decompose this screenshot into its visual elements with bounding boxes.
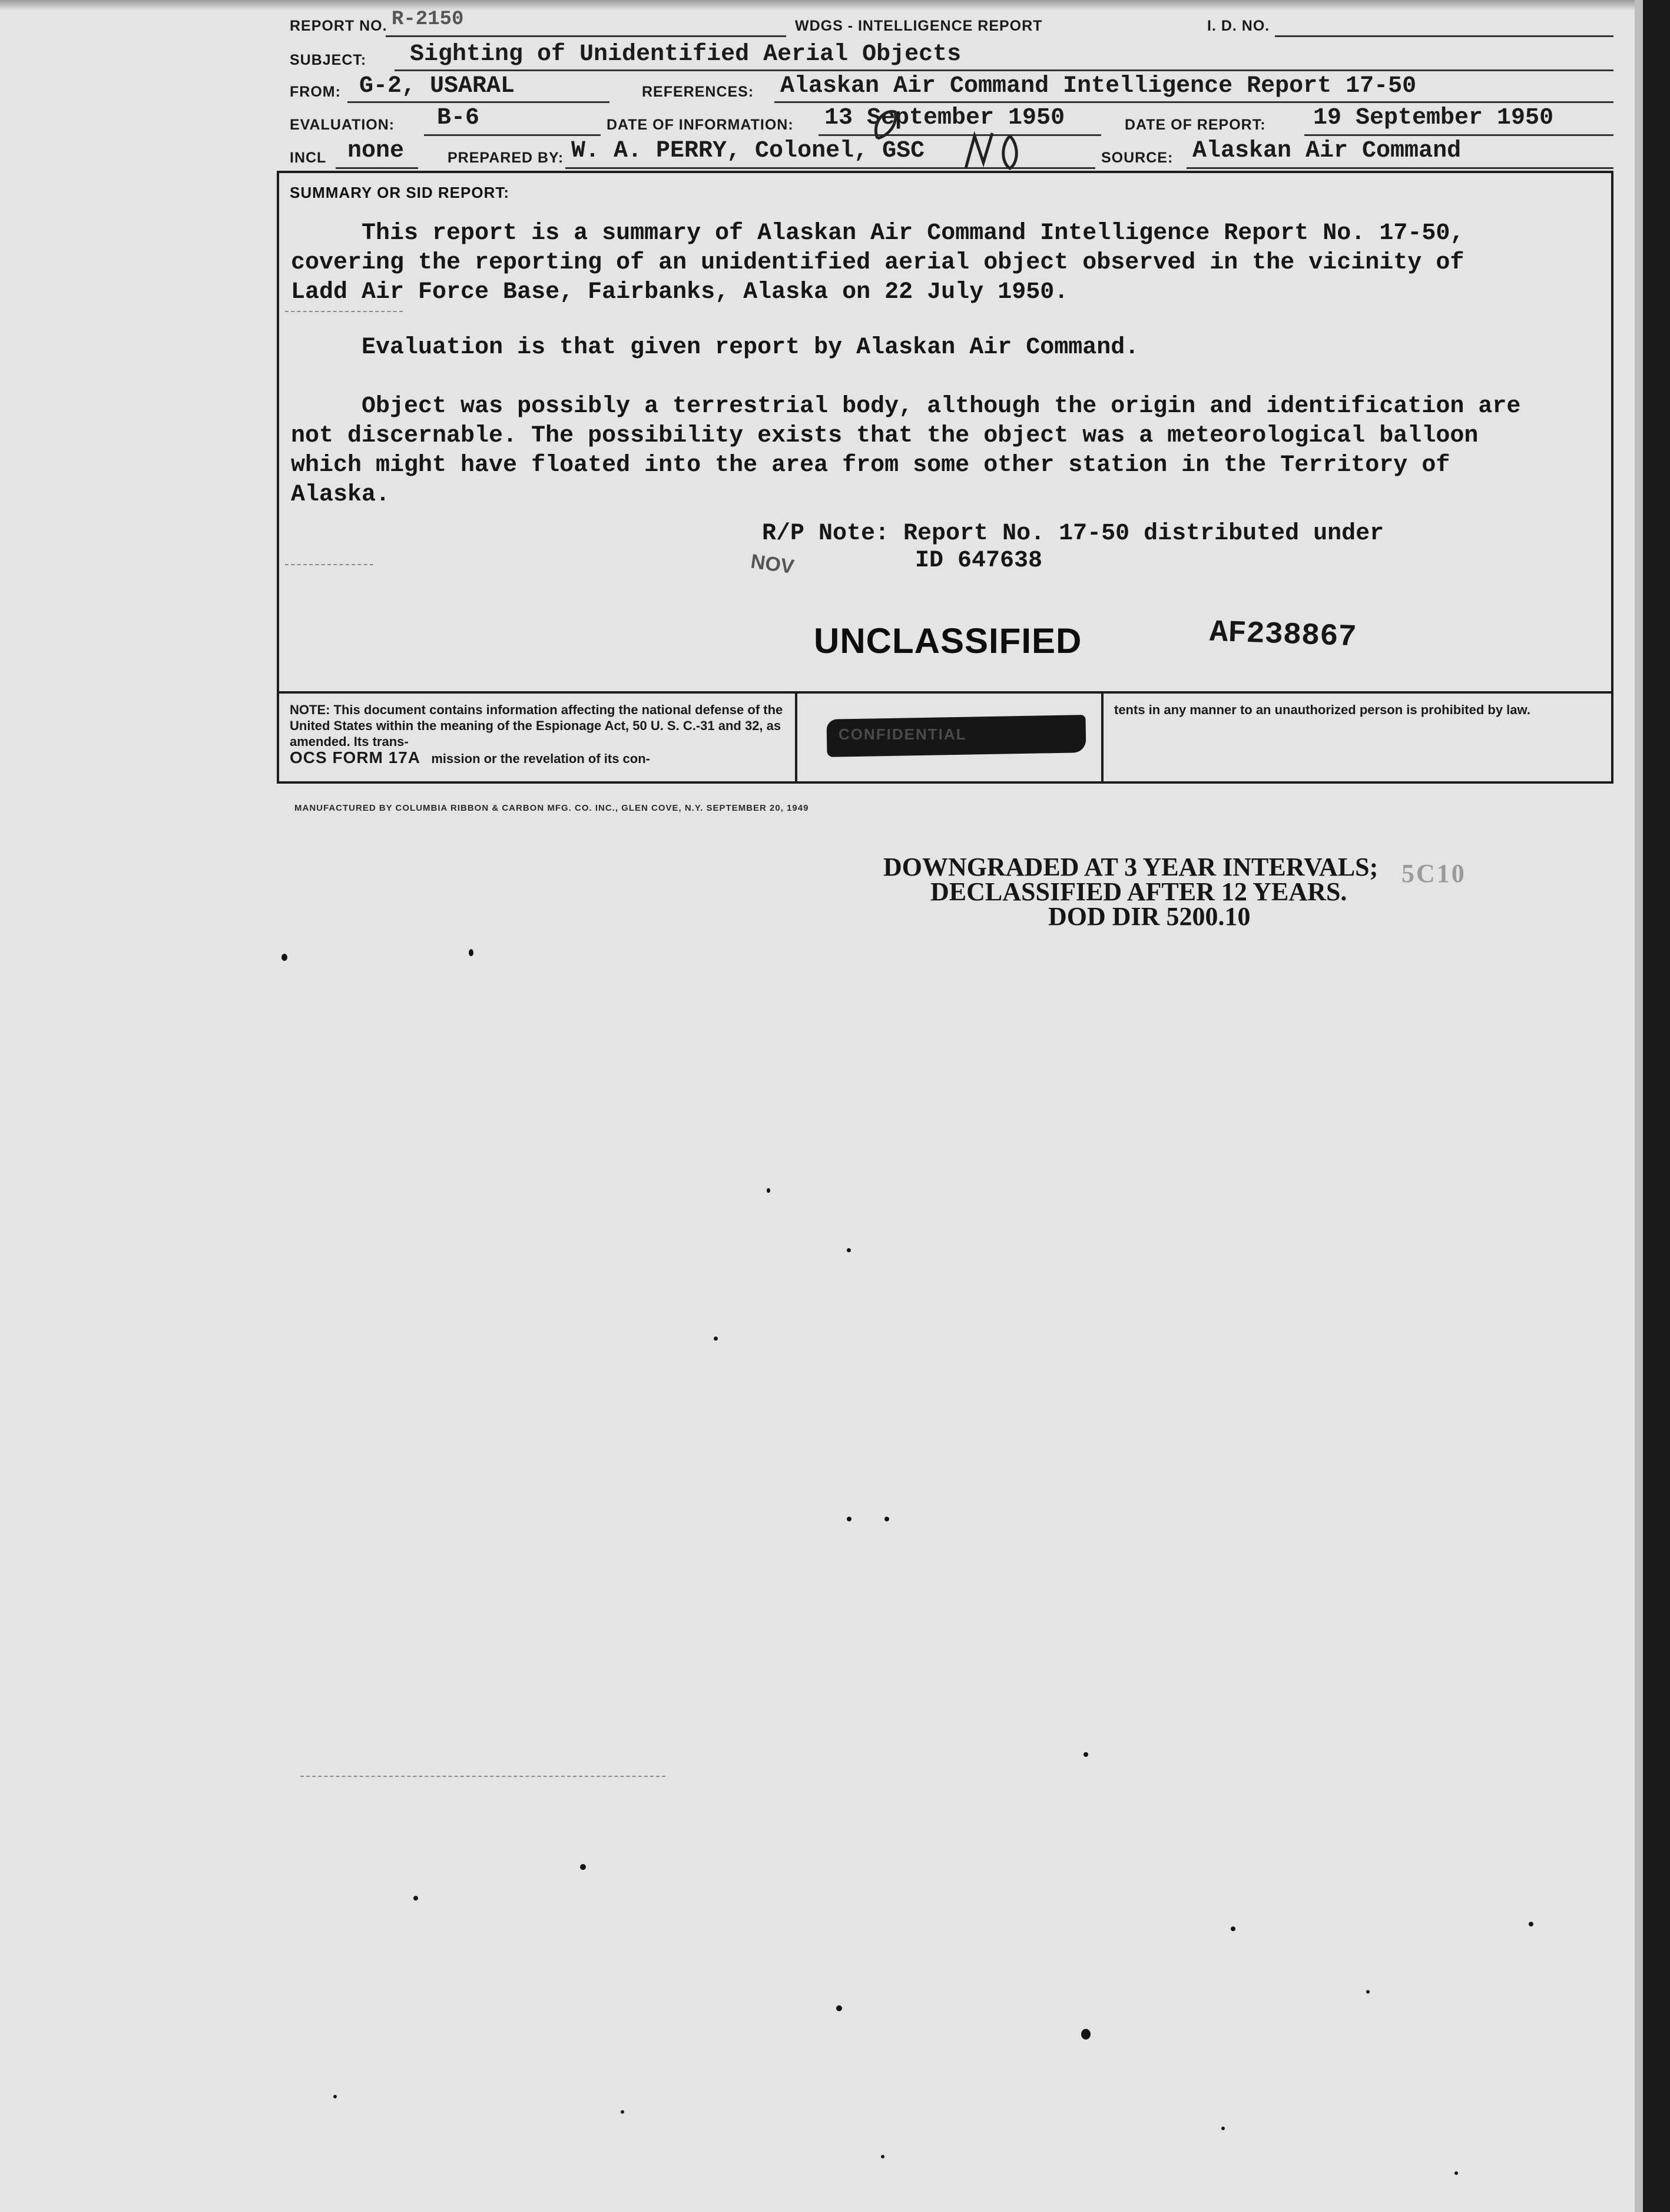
handwritten-initials [960, 127, 1031, 174]
speck [621, 2110, 624, 2114]
speck [1231, 1926, 1235, 1931]
id-no-underline [1275, 35, 1613, 37]
stamp-nov: NOV [749, 550, 796, 579]
speck [281, 954, 287, 961]
security-note-box [277, 694, 1613, 784]
summary-para3-line4: Alaska. [291, 482, 390, 508]
subject-value: Sighting of Unidentified Aerial Objects [410, 41, 962, 68]
subject-underline [395, 69, 1613, 71]
report-no-underline [386, 35, 786, 37]
security-note-tail: mission or the revelation of its con- [431, 751, 650, 766]
scan-edge [1643, 0, 1670, 2212]
source-value: Alaskan Air Command [1192, 138, 1462, 164]
summary-para3-line3: which might have floated into the area from some other station in the Territory of [291, 452, 1450, 479]
evaluation-underline [424, 134, 601, 136]
security-note-right: tents in any manner to an unauthorized person is prohibited by law. [1114, 702, 1530, 717]
date-report-label: DATE OF REPORT: [1125, 117, 1266, 133]
declass-line1: DOWNGRADED AT 3 YEAR INTERVALS; [883, 853, 1379, 881]
manufacturer-imprint: MANUFACTURED BY COLUMBIA RIBBON & CARBON MFG. CO. INC., GLEN COVE, N.Y. SEPTEMBER 20, 1949 [294, 803, 809, 813]
distribution-note-line2: ID 647638 [915, 548, 1043, 574]
scan-edge-light [1635, 0, 1643, 2212]
speck [1366, 1990, 1370, 1994]
references-label: REFERENCES: [642, 84, 754, 100]
security-note-text: NOTE: This document contains information affecting the national defense of the United States within the meaning of the Espionage Act, 50 U. S. C.-31 and 32, as amended. Its trans- [290, 702, 783, 749]
declass-code: 5C10 [1401, 859, 1466, 888]
summary-para1-line2: covering the reporting of an unidentified aerial object observed in the vicinity of [291, 250, 1464, 276]
scan-streak [300, 1776, 665, 1777]
speck [333, 2095, 337, 2098]
prepared-label: PREPARED BY: [448, 150, 564, 166]
summary-title: SUMMARY OR SID REPORT: [290, 184, 510, 201]
form-title: WDGS - INTELLIGENCE REPORT [795, 18, 1043, 34]
declass-line2: DECLASSIFIED AFTER 12 YEARS. [930, 877, 1347, 906]
speck [881, 2155, 884, 2158]
source-underline [1187, 167, 1613, 169]
from-label: FROM: [290, 84, 341, 100]
id-no-label: I. D. NO. [1207, 18, 1270, 34]
summary-para3-line1: Object was possibly a terrestrial body, although the origin and identification are [291, 393, 1521, 420]
from-value: G-2, USARAL [359, 73, 515, 100]
form-id: OCS FORM 17A [290, 748, 421, 767]
summary-para1-line3: Ladd Air Force Base, Fairbanks, Alaska on 22 July 1950. [291, 279, 1069, 306]
speck [836, 2005, 842, 2011]
summary-para1-line1: This report is a summary of Alaskan Air Command Intelligence Report No. 17-50, [291, 220, 1464, 247]
scan-mark-2 [285, 564, 373, 565]
evaluation-value: B-6 [437, 105, 480, 131]
declass-line3: DOD DIR 5200.10 [1048, 902, 1251, 931]
report-no-label: REPORT NO. [290, 18, 387, 34]
af-number: AF238867 [1209, 615, 1357, 655]
summary-para2: Evaluation is that given report by Alaskan Air Command. [291, 334, 1139, 361]
date-info-label: DATE OF INFORMATION: [607, 117, 794, 133]
speck [847, 1517, 851, 1521]
speck [884, 1517, 889, 1521]
prepared-value: W. A. PERRY, Colonel, GSC [571, 138, 925, 164]
security-note-left [279, 694, 797, 781]
speck [413, 1896, 418, 1901]
speck [1454, 2171, 1458, 2175]
incl-underline [336, 167, 418, 169]
incl-label: INCL [290, 150, 327, 166]
unclassified-stamp: UNCLASSIFIED [814, 621, 1082, 661]
date-info-value: 13 September 1950 [824, 105, 1065, 131]
redacted-classification [797, 694, 1104, 781]
speck [1081, 2029, 1091, 2039]
summary-section [277, 171, 1613, 694]
redacted-stamp-text: CONFIDENTIAL [839, 725, 967, 743]
from-underline [347, 101, 609, 103]
references-value: Alaskan Air Command Intelligence Report 17-50 [780, 73, 1417, 100]
handwritten-mark [866, 106, 901, 141]
report-no-value: R-2150 [392, 8, 464, 31]
speck [1083, 1752, 1088, 1757]
scan-top-shadow [0, 0, 1643, 11]
speck [580, 1864, 586, 1870]
date-report-value: 19 September 1950 [1313, 105, 1554, 131]
speck [469, 949, 473, 956]
speck [714, 1337, 718, 1341]
speck [767, 1188, 770, 1193]
distribution-note-line1: R/P Note: Report No. 17-50 distributed under [762, 520, 1384, 547]
evaluation-label: EVALUATION: [290, 117, 395, 133]
incl-value: none [347, 138, 405, 164]
date-report-underline [1304, 134, 1613, 136]
references-underline [774, 101, 1613, 103]
source-label: SOURCE: [1101, 150, 1174, 166]
summary-para3-line2: not discernable. The possibility exists that the object was a meteorological balloon [291, 423, 1479, 449]
speck [847, 1248, 851, 1252]
scan-mark [285, 311, 403, 312]
subject-label: SUBJECT: [290, 52, 367, 68]
speck [1221, 2127, 1225, 2130]
speck [1529, 1922, 1533, 1926]
